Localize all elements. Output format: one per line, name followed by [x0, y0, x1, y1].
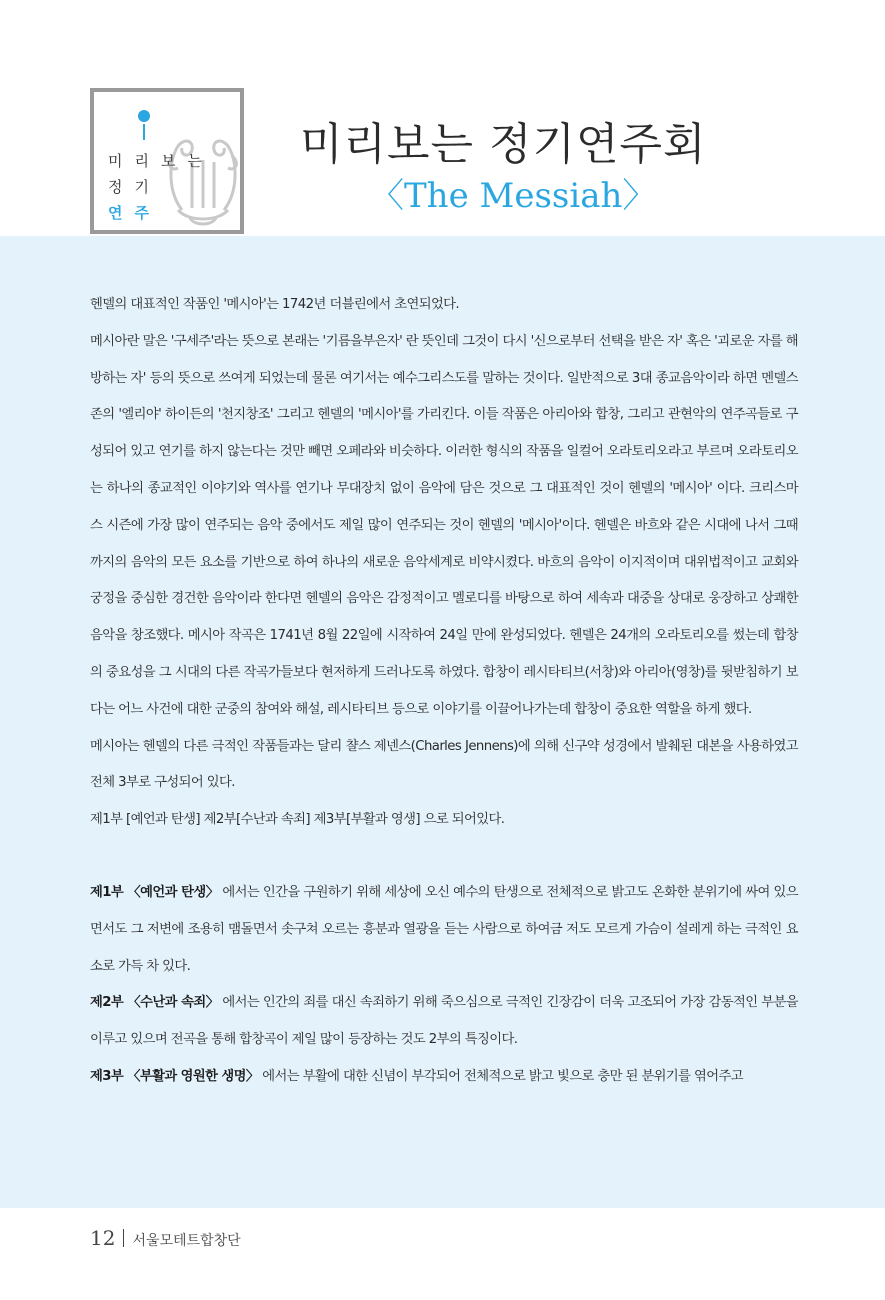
section-badge [90, 88, 244, 234]
paragraph-structure: 메시아는 헨델의 다른 극적인 작품들과는 달리 챨스 제넨스(Charles Jennens)에 의해 신구약 성경에서 발췌된 대본을 사용하였고 전체 3부로 구성되어 있다. [90, 738, 798, 791]
badge-line-3: 연주 [108, 204, 161, 222]
page-number: 12 [90, 1226, 116, 1250]
paragraph-gap [90, 839, 798, 875]
paragraph-parts: 제1부 [예언과 탄생] 제2부[수난과 속죄] 제3부[부활과 영생] 으로 되어있다. [90, 812, 505, 828]
paragraph-part-1 [90, 875, 798, 985]
part-2-text: 에서는 인간의 죄를 대신 속죄하기 위해 죽으심으로 극적인 긴장감이 더욱 고조되어 가장 감동적인 부분을 이루고 있으며 전곡을 통해 합창곡이 제일 많이 등장하는 것도 2부의 특징이다. [90, 995, 798, 1048]
part-1-label: 제1부 〈예언과 탄생〉 [90, 884, 219, 900]
paragraph-part-2 [90, 985, 798, 1059]
lyre-icon [164, 132, 242, 228]
footer-divider [123, 1229, 124, 1247]
page-footer [90, 1226, 241, 1250]
page-subtitle: 〈The Messiah〉 [370, 176, 657, 216]
note-dot-icon [138, 110, 150, 122]
part-1-text: 에서는 인간을 구원하기 위해 세상에 오신 예수의 탄생으로 전체적으로 밝고도 온화한 분위기에 싸여 있으면서도 그 저변에 조용히 맴돌면서 솟구쳐 오르는 흥분과 열광을 듣는 사람으로 하여금 저도 모르게 가슴이 설레게 하는 극적인 요소로 가득 차 있다. [90, 884, 798, 974]
paragraph-part-3 [90, 1059, 798, 1096]
footer-organization: 서울모테트합창단 [132, 1233, 241, 1249]
article-body [90, 287, 798, 1096]
badge-line-1: 미리보는 [108, 152, 214, 170]
note-stem-icon [143, 124, 145, 140]
paragraph-meaning: 메시아란 말은 '구세주'라는 뜻으로 본래는 '기름을부은자' 란 뜻인데 그것이 다시 '신으로부터 선택을 받은 자' 혹은 '괴로운 자를 해방하는 자' 등의 뜻으로 쓰여게 되었는데 물론 여기서는 예수그리스도를 말하는 것이다. 일반적으로 3대 종교음악이라 하면 멘델스존의 '엘리야' 하이든의 '천지창조' 그리고 헨델의 '메시아'를 가리킨다. 이들 작품은 아리아와 합창, 그리고 관현악의 연주곡들로 구성되어 있고 연기를 하지 않는다는 것만 빼면 오페라와 비슷하다. 이러한 형식의 작품을 일컬어 오라토리오라고 부르며 오라토리오는 하나의 종교적인 이야기와 역사를 연기나 무대장치 없이 음악에 담은 것으로 그 대표적인 것이 헨델의 '메시아' 이다. 크리스마스 시즌에 가장 많이 연주되는 음악 중에서도 제일 많이 연주되는 것이 헨델의 '메시아'이다. 헨델은 바흐와 같은 시대에 나서 그때까지의 음악의 모든 요소를 기반으로 하여 하나의 새로운 음악세계로 비약시켰다. 바흐의 음악이 이지적이며 대위법적이고 교회와 궁정을 중심한 경건한 음악이라 한다면 헨델의 음악은 감정적이고 멜로디를 바탕으로 하여 세속과 대중을 상대로 웅장하고 상쾌한 음악을 창조했다. 메시아 작곡은 1741년 8월 22일에 시작하여 24일 만에 완성되었다. 헨델은 24개의 오라토리오를 썼는데 합창의 중요성을 그 시대의 다른 작곡가들보다 현저하게 드러나도록 하였다. 합창이 레시타티브(서창)와 아리아(영창)를 뒷받침하기 보다는 어느 사건에 대한 군중의 참여와 해설, 레시타티브 등으로 이야기를 이끌어나가는데 합창이 중요한 역할을 하게 했다. [90, 333, 798, 717]
badge-line-2: 정기 [108, 178, 161, 196]
paragraph-intro: 헨델의 대표적인 작품인 '메시아'는 1742년 더블린에서 초연되었다. [90, 297, 460, 312]
part-2-label: 제2부 〈수난과 속죄〉 [90, 995, 219, 1011]
part-3-label: 제3부 〈부활과 영원한 생명〉 [90, 1068, 259, 1084]
part-3-text: 에서는 부활에 대한 신념이 부각되어 전체적으로 밝고 빛으로 충만 된 분위기를 엮어주고 [262, 1068, 743, 1084]
page-title: 미리보는 정기연주회 [300, 119, 707, 170]
